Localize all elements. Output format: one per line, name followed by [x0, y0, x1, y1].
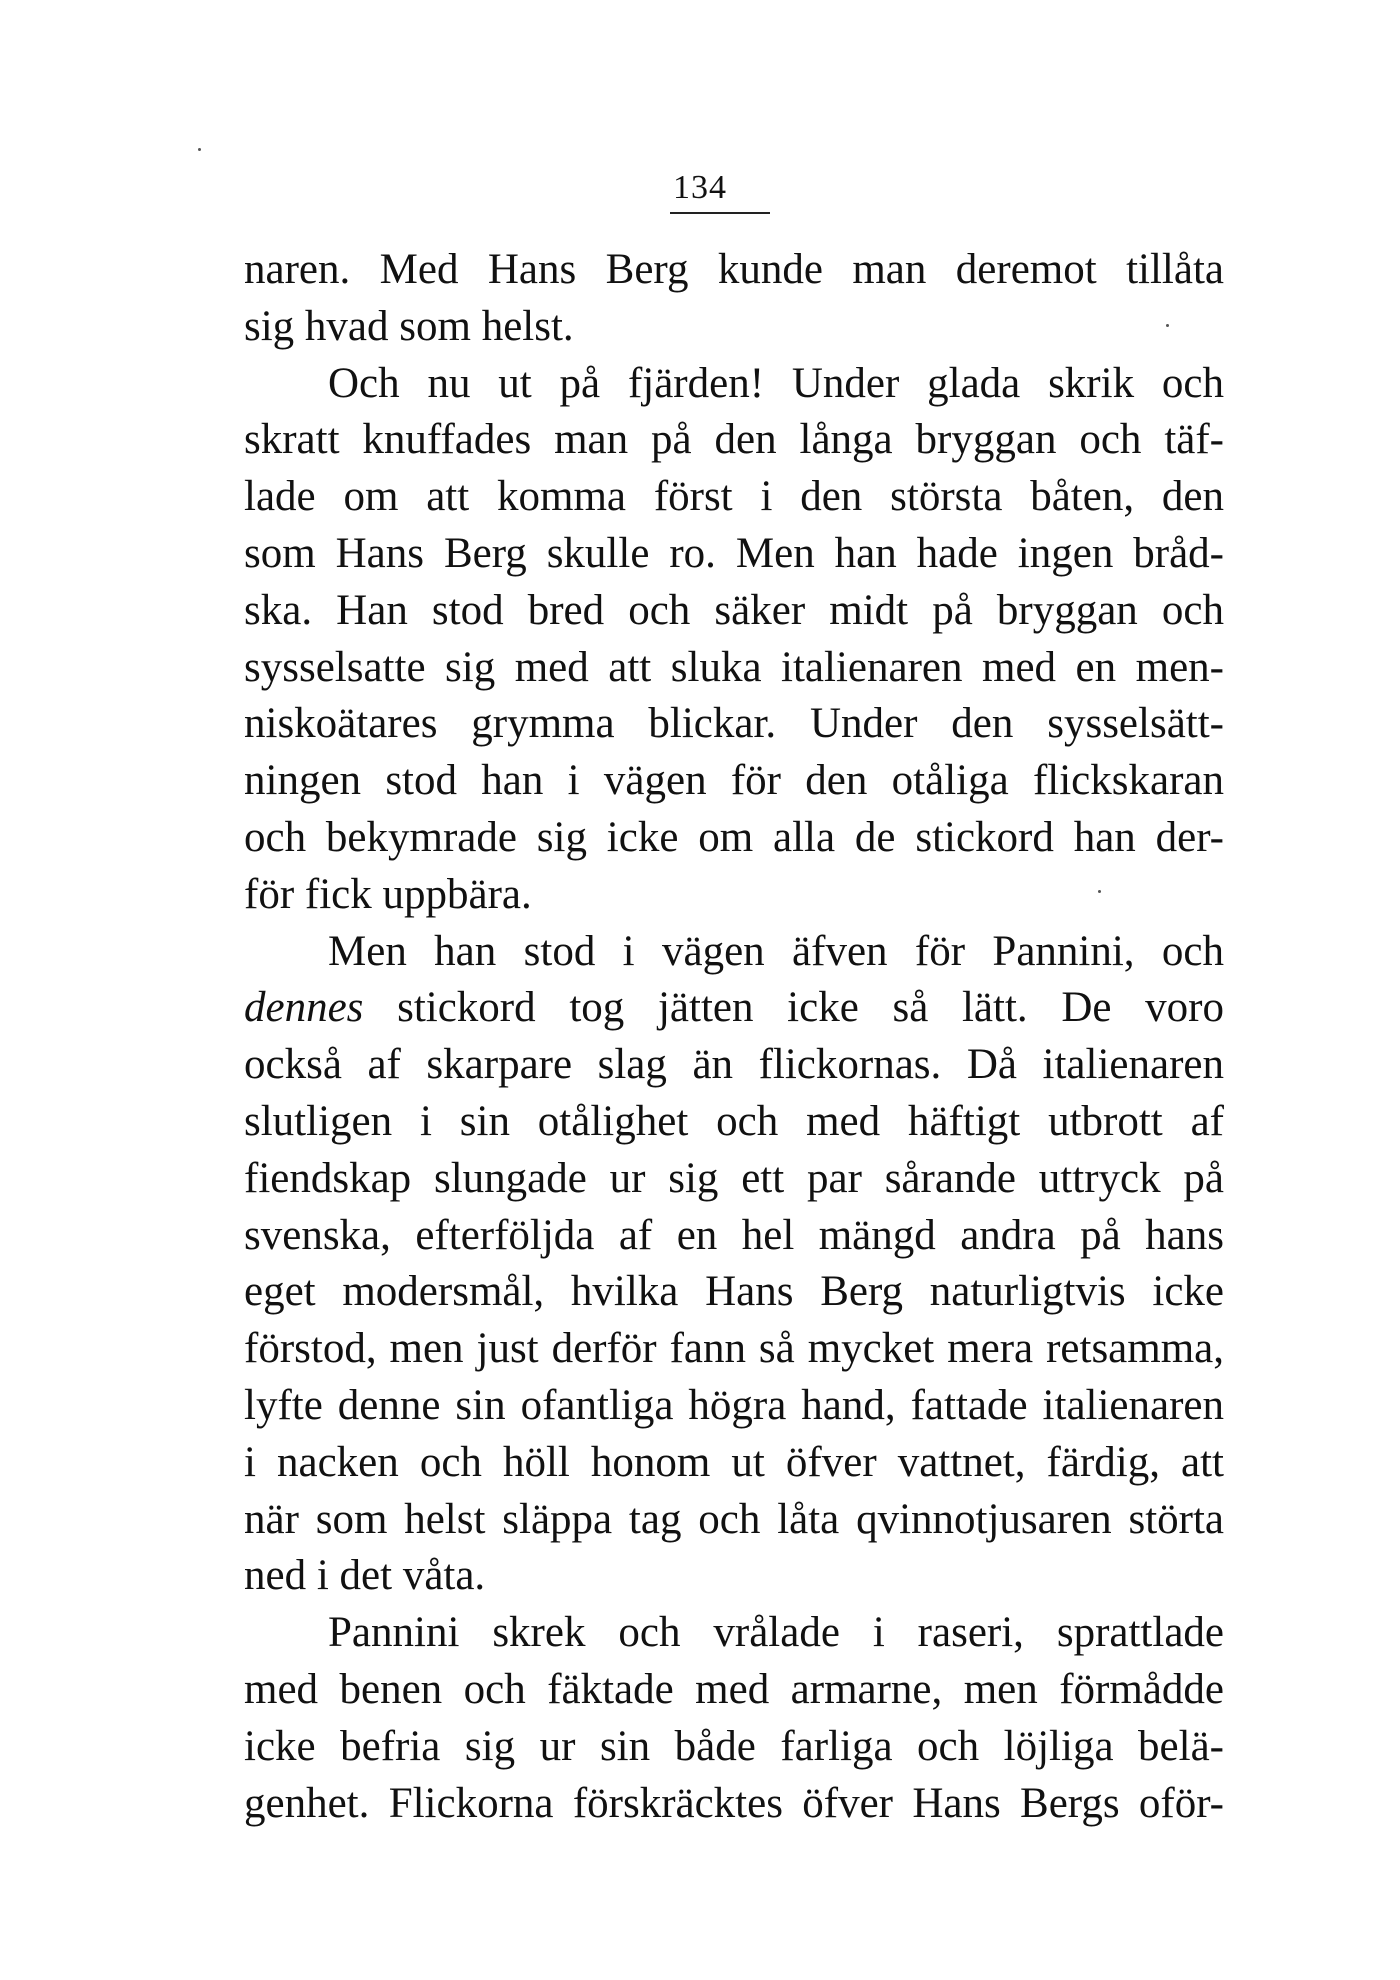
page-number-underline	[670, 212, 770, 214]
text-line: ningen stod han i vägen för den otåliga flickskaran	[244, 757, 1224, 805]
text-line: för fick uppbära.	[244, 870, 532, 918]
text-line: ska. Han stod bred och säker midt på bryggan och	[244, 586, 1224, 634]
text-line: ned i det våta.	[244, 1552, 486, 1600]
print-speck	[1098, 890, 1101, 893]
text-line-with-italic: dennes stickord tog jätten icke så lätt. De voro	[244, 984, 1224, 1032]
text-line: i nacken och höll honom ut öfver vattnet, färdig, att	[244, 1438, 1224, 1486]
text-line: eget modersmål, hvilka Hans Berg naturligtvis icke	[244, 1268, 1224, 1316]
text-line: genhet. Flickorna förskräcktes öfver Hans Bergs oför-	[244, 1779, 1224, 1827]
text-line: lade om att komma först i den största båten, den	[244, 473, 1224, 521]
text-line: och bekymrade sig icke om alla de stickord han der-	[244, 813, 1224, 861]
text-line: sysselsatte sig med att sluka italienaren med en men-	[244, 643, 1224, 691]
text-line: med benen och fäktade med armarne, men förmådde	[244, 1665, 1224, 1713]
text-line: slutligen i sin otålighet och med häftigt utbrott af	[244, 1097, 1224, 1145]
text-line: som Hans Berg skulle ro. Men han hade ingen bråd-	[244, 529, 1224, 577]
text-line: Och nu ut på fjärden! Under glada skrik och	[328, 359, 1224, 407]
text-line: sig hvad som helst.	[244, 302, 574, 350]
text-line: Pannini skrek och vrålade i raseri, sprattlade	[328, 1609, 1224, 1657]
body-text	[244, 242, 1224, 1832]
text-line: när som helst släppa tag och låta qvinnotjusaren störta	[244, 1495, 1224, 1543]
text-line: niskoätares grymma blickar. Under den sysselsätt-	[244, 700, 1224, 748]
italic-word: dennes	[244, 984, 364, 1032]
print-speck	[1166, 324, 1169, 327]
text-line: Men han stod i vägen äfven för Pannini, och	[328, 927, 1224, 975]
text-line: skratt knuffades man på den långa bryggan och täf-	[244, 416, 1224, 464]
page-number: 134	[673, 169, 727, 206]
text-line: också af skarpare slag än flickornas. Då italienaren	[244, 1041, 1224, 1089]
text-line: naren. Med Hans Berg kunde man deremot tillåta	[244, 246, 1224, 293]
text-line: förstod, men just derför fann så mycket mera retsamma,	[244, 1325, 1224, 1373]
text-line: icke befria sig ur sin både farliga och löjliga belä-	[244, 1722, 1224, 1770]
print-speck	[198, 148, 201, 151]
text-line: lyfte denne sin ofantliga högra hand, fattade italienaren	[244, 1381, 1224, 1429]
text-line: svenska, efterföljda af en hel mängd andra på hans	[244, 1211, 1224, 1259]
text-line: fiendskap slungade ur sig ett par sårande uttryck på	[244, 1154, 1224, 1202]
